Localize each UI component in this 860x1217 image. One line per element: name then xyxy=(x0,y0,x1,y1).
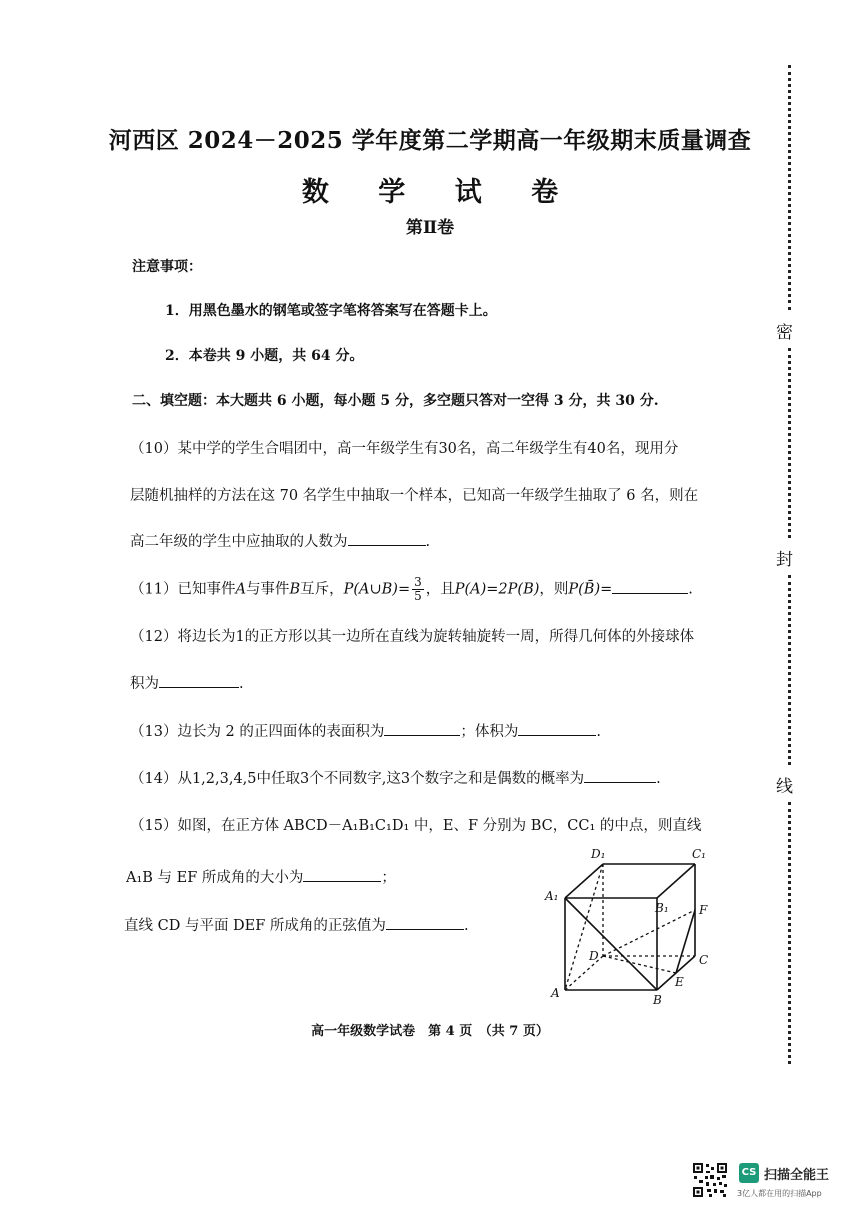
q11-fraction-num: 3 xyxy=(414,575,422,589)
label-b: B xyxy=(653,993,662,1007)
q10-line-2: 层随机抽样的方法在这 70 名学生中抽取一个样本，已知高一年级学生抽取了 6 名，则在 xyxy=(130,488,699,504)
q15-answer-blank-2[interactable] xyxy=(386,915,464,930)
label-a1: A₁ xyxy=(545,889,559,903)
qr-code-icon xyxy=(692,1162,728,1198)
label-f: F xyxy=(699,903,708,917)
note-item-2: 2．本卷共 9 小题，共 64 分。 xyxy=(165,348,364,364)
segment-a1b xyxy=(565,898,657,990)
label-c1: C₁ xyxy=(692,847,706,861)
scanner-app-name: 扫描全能王 xyxy=(764,1168,830,1183)
q11-fraction xyxy=(412,576,424,603)
q12-line-2 xyxy=(130,672,244,693)
q11-event-b: B xyxy=(289,581,301,598)
label-d1: D₁ xyxy=(591,847,606,861)
q13-end: . xyxy=(596,724,602,740)
edge-d1a1 xyxy=(565,864,603,898)
section-title: 二、填空题：本大题共 6 小题，每小题 5 分，多空题只答对一空得 3 分，共 30 分. xyxy=(132,393,659,409)
label-b1: B₁ xyxy=(655,901,669,915)
q10-line-1: （10）某中学的学生合唱团中，高一年级学生有30名，高二年级学生有40名，现用分 xyxy=(130,441,679,457)
exam-title: 河西区 2024－2025 学年度第二学期高一年级期末质量调查 xyxy=(108,127,752,154)
label-a: A xyxy=(551,986,560,1000)
binding-dots-4 xyxy=(788,802,794,1064)
binding-char-mi: 密 xyxy=(776,323,793,343)
page-footer: 高一年级数学试卷 第 4 页 （共 7 页） xyxy=(311,1024,549,1039)
segment-de-hidden xyxy=(603,956,676,973)
q11 xyxy=(130,576,693,603)
q11-end: . xyxy=(688,581,693,598)
exam-part: 第Ⅱ卷 xyxy=(405,218,455,238)
q11-event-a: A xyxy=(235,581,246,598)
binding-char-xian: 线 xyxy=(776,777,793,797)
q10-end: . xyxy=(425,534,431,550)
binding-dots-3 xyxy=(788,575,794,765)
q12-line-1: （12）将边长为1的正方形以其一边所在直线为旋转轴旋转一周，所得几何体的外接球体 xyxy=(130,629,695,645)
q11-fraction-den: 5 xyxy=(414,589,422,603)
q13-answer-blank-1[interactable] xyxy=(384,721,460,736)
q12-end: . xyxy=(239,676,244,692)
q14-text: （14）从1,2,3,4,5中任取3个不同数字,这3个数字之和是偶数的概率为 xyxy=(130,771,585,787)
edge-b1c1 xyxy=(657,864,695,898)
q10-text: 高二年级的学生中应抽取的人数为 xyxy=(130,534,348,550)
q13 xyxy=(130,720,601,741)
q10-answer-blank[interactable] xyxy=(348,531,426,546)
q13-answer-blank-2[interactable] xyxy=(518,721,596,736)
label-d: D xyxy=(589,949,599,963)
q14 xyxy=(130,767,661,788)
scanner-slogan: 3亿人都在用的扫描App xyxy=(737,1189,822,1198)
segment-d1a-hidden xyxy=(565,864,603,990)
q12-text: 积为 xyxy=(130,676,159,692)
binding-dots-2 xyxy=(788,348,794,538)
q11-mid3: ，且 xyxy=(425,581,455,598)
q14-answer-blank[interactable] xyxy=(584,768,656,783)
q11-mid1: 与事件 xyxy=(245,581,290,598)
q15-end-3: . xyxy=(463,918,469,934)
q10-line-3 xyxy=(130,530,430,551)
q11-mid4: ，则 xyxy=(539,581,569,598)
q11-union: P(A∪B)= xyxy=(343,581,411,598)
q15-text-3: 直线 CD 与平面 DEF 所成角的正弦值为 xyxy=(124,918,386,934)
q14-end: . xyxy=(656,771,661,787)
q11-relation: P(A)=2P(B) xyxy=(454,581,540,598)
binding-char-feng: 封 xyxy=(776,550,793,570)
q15-line-1: （15）如图，在正方体 ABCD－A₁B₁C₁D₁ 中，E、F 分别为 BC，CC₁ 的中点，则直线 xyxy=(130,818,702,834)
q11-ask: P(B̄)= xyxy=(568,581,613,598)
q12-answer-blank[interactable] xyxy=(159,673,239,688)
q11-answer-blank[interactable] xyxy=(612,579,688,594)
q15-line-3 xyxy=(124,914,469,935)
q15-line-2 xyxy=(126,866,396,887)
q11-prefix: （11）已知事件 xyxy=(130,581,236,598)
cube-figure xyxy=(535,840,725,1010)
q11-mid2: 互斥， xyxy=(300,581,344,598)
camscanner-logo-icon: CS xyxy=(739,1163,759,1183)
q15-answer-blank-1[interactable] xyxy=(303,867,381,882)
note-item-1: 1．用黑色墨水的钢笔或签字笔将答案写在答题卡上。 xyxy=(165,303,497,319)
label-c: C xyxy=(699,953,709,967)
q13-text-2: ；体积为 xyxy=(460,724,519,740)
q15-text-2: A₁B 与 EF 所成角的大小为 xyxy=(126,870,304,886)
binding-dots-1 xyxy=(788,65,794,310)
label-e: E xyxy=(675,975,684,989)
notes-heading: 注意事项： xyxy=(132,259,202,275)
q15-end-2: ； xyxy=(381,870,396,886)
q13-text-1: （13）边长为 2 的正四面体的表面积为 xyxy=(130,724,385,740)
exam-subject: 数 学 试 卷 xyxy=(301,177,579,208)
